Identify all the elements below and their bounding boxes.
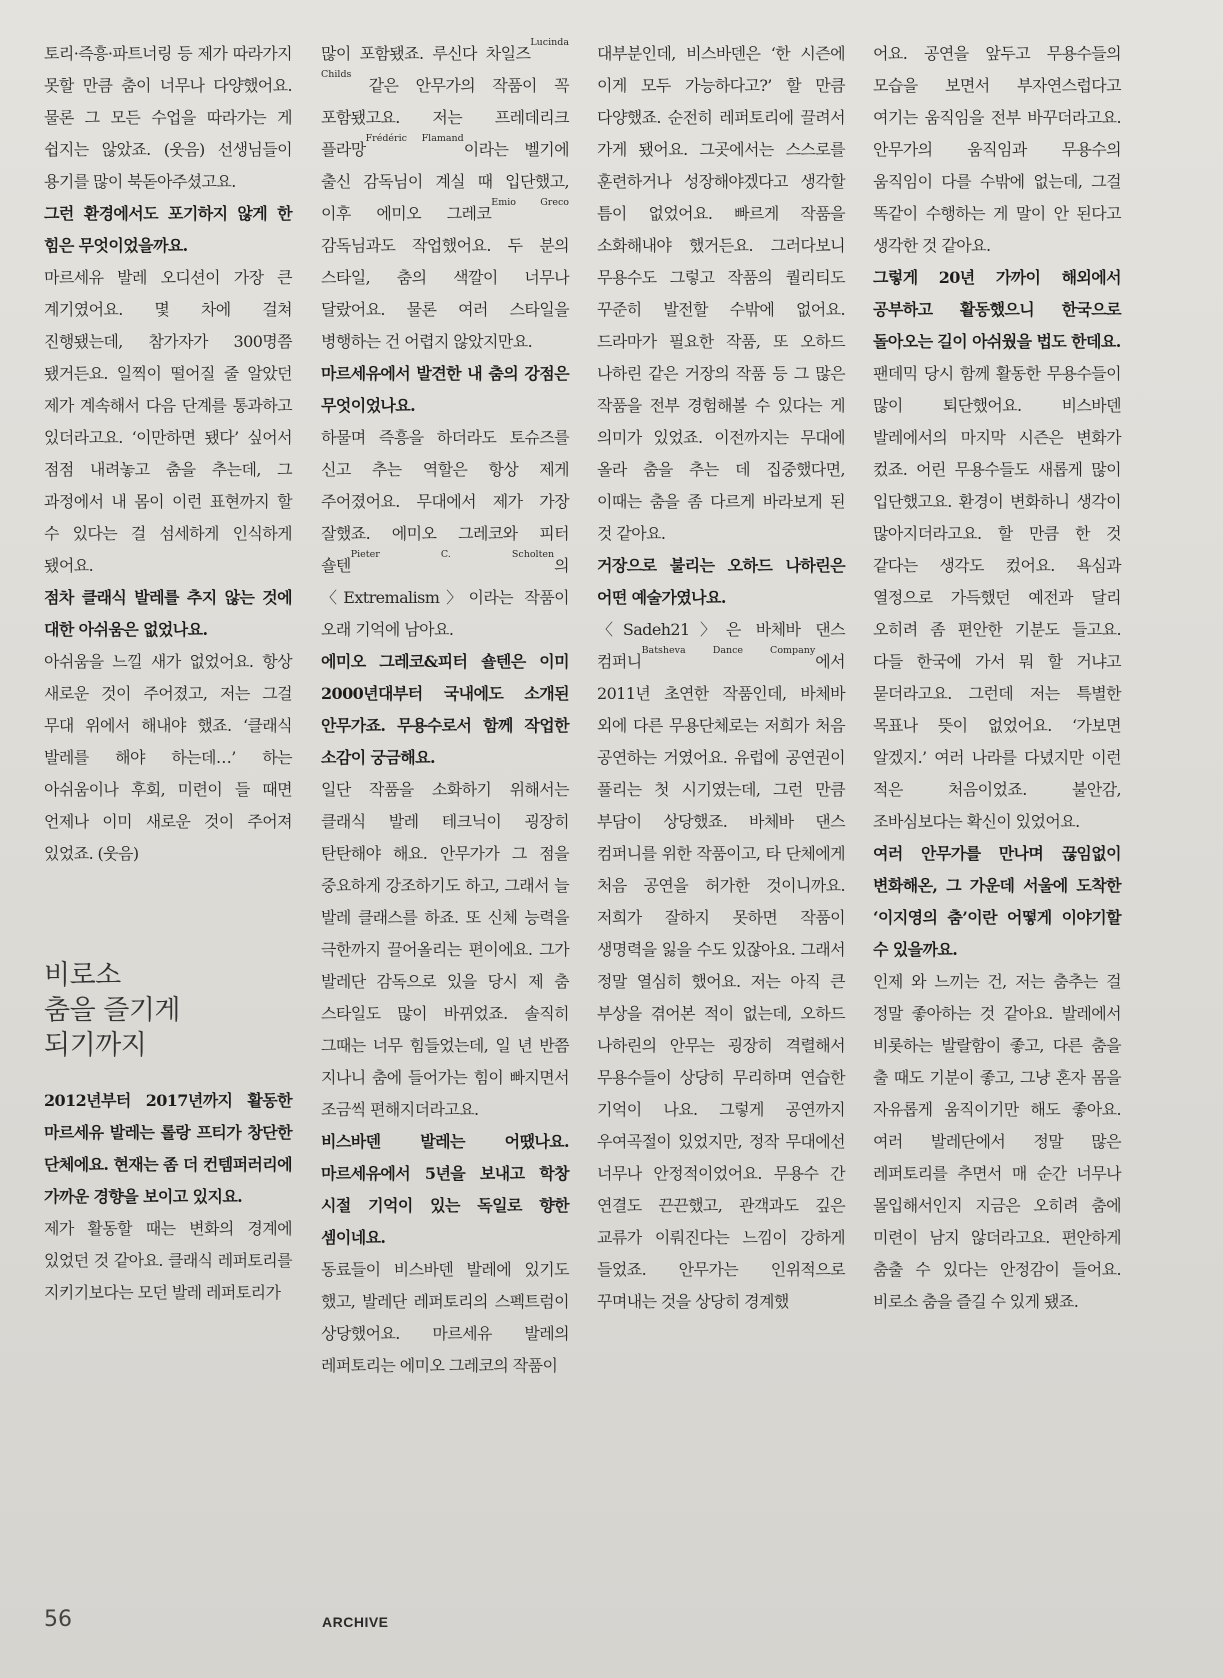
body-paragraph: 일단 작품을 소화하기 위해서는 클래식 발레 테크닉이 굉장히 탄탄해야 해요. 안무가가 그 점을 중요하게 강조하기도 하고, 그래서 늘 발레 클래스를 하죠. 또 신체 능력을 극한까지 끌어올리는 편이에요. 그가 발레단 감독으로 있을 당시 제 춤 스타일도 많이 바뀌었죠. 솔직히 그때는 너무 힘들었는데, 일 년 반쯤 지나니 춤에 들어가는 힘이 빠지면서 조금씩 편해지더라고요. <box>321 780 569 1119</box>
text-run: 많이 포함됐죠. 루신다 차일즈 <box>321 44 531 63</box>
interview-question: 비스바덴 발레는 어땠나요. 마르세유에서 5년을 보내고 학창 시절 기억이 있는 독일로 향한 셈이네요. <box>321 1132 569 1247</box>
article-column-3 <box>597 38 845 1318</box>
text-run: 이라는 벨기에 출신 감독님이 계실 때 입단했고, 이후 에미오 그레코 <box>321 140 569 223</box>
body-paragraph: 어요. 공연을 앞두고 무용수들의 모습을 보면서 부자연스럽다고 여기는 움직임을 전부 바꾸더라고요. 안무가의 움직임과 무용수의 움직임이 다를 수밖에 없는데, 그걸 똑같이 수행하는 게 말이 안 된다고 생각한 것 같아요. <box>873 44 1121 255</box>
name-annotation: Lucinda Childs <box>321 37 569 80</box>
section-label: ARCHIVE <box>322 1614 389 1630</box>
section-title-line: 춤을 즐기게 <box>44 995 180 1026</box>
article-column-4 <box>873 38 1121 1318</box>
body-paragraph <box>321 38 569 358</box>
section-title-line: 되기까지 <box>44 1030 147 1061</box>
body-paragraph: 토리·즉흥·파트너링 등 제가 따라가지 못할 만큼 춤이 너무나 다양했어요. 물론 그 모든 수업을 따라가는 게 쉽지는 않았죠. (웃음) 선생님들이 용기를 많이 북돋아주셨고요. <box>44 44 292 191</box>
text-run: 하물며 즉흥을 하더라도 토슈즈를 신고 추는 역할은 항상 제게 주어졌어요. 무대에서 제가 가장 잘했죠. 에미오 그레코와 피터 숄텐 <box>321 428 569 575</box>
article-column-2 <box>321 38 569 1382</box>
body-paragraph: 동료들이 비스바덴 발레에 있기도 했고, 발레단 레퍼토리의 스펙트럼이 상당했어요. 마르세유 발레의 레퍼토리는 에미오 그레코의 작품이 <box>321 1260 569 1375</box>
body-paragraph: 팬데믹 당시 함께 활동한 무용수들이 많이 퇴단했어요. 비스바덴 발레에서의 마지막 시즌은 변화가 컸죠. 어린 무용수들도 새롭게 많이 입단했고요. 환경이 변화하니 생각이 많아지더라고요. 할 만큼 한 것 같다는 생각도 컸어요. 욕심과 열정으로 가득했던 예전과 달리 오히려 좀 편안한 기분도 들고요. 다들 한국에 가서 뭐 할 거냐고 묻더라고요. 그런데 저는 특별한 목표나 뜻이 없었어요. ‘가보면 알겠지.’ 여러 나라를 다녔지만 이런 적은 처음이었죠. 불안감, 조바심보다는 확신이 있었어요. <box>873 364 1121 831</box>
name-annotation: Emio Greco <box>491 197 569 208</box>
interview-question: 거장으로 불리는 오하드 나하린은 어떤 예술가였나요. <box>597 556 845 607</box>
body-paragraph <box>597 614 845 1318</box>
interview-question: 마르세유에서 발견한 내 춤의 강점은 무엇이었나요. <box>321 364 569 415</box>
body-paragraph: 제가 활동할 때는 변화의 경계에 있었던 것 같아요. 클래식 레퍼토리를 지키기보다는 모던 발레 레퍼토리가 <box>44 1219 292 1302</box>
body-paragraph: 인제 와 느끼는 건, 저는 춤추는 걸 정말 좋아하는 것 같아요. 발레에서 비롯하는 발랄함이 좋고, 다른 춤을 출 때도 기분이 좋고, 그냥 혼자 몸을 자유롭게 움직이기만 해도 좋아요. 여러 발레단에서 정말 많은 레퍼토리를 추면서 매 순간 너무나 몰입해서인지 지금은 오히려 춤에 미련이 남지 않더라고요. 편안하게 춤출 수 있다는 안정감이 들어요. 비로소 춤을 즐길 수 있게 됐죠. <box>873 972 1121 1311</box>
name-annotation: Pieter C. Scholten <box>350 549 555 560</box>
name-annotation: Frédéric Flamand <box>365 133 464 144</box>
interview-question: 그렇게 20년 가까이 해외에서 공부하고 활동했으니 한국으로 돌아오는 길이 아쉬웠을 법도 한데요. <box>873 268 1121 351</box>
text-run: 에서 2011년 초연한 작품인데, 바체바 외에 다른 무용단체로는 저희가 처음 공연하는 거였어요. 유럽에 공연권이 풀리는 첫 시기였는데, 그런 만큼 부담이 상당했죠. 바체바 댄스 컴퍼니를 위한 작품이고, 타 단체에게 처음 공연을 허가한 것이니까요. 저희가 잘하지 못하면 작품이 생명력을 잃을 수도 있잖아요. 그래서 정말 열심히 했어요. 저는 아직 큰 부상을 겪어본 적이 없는데, 오하드 나하린의 안무는 굉장히 격렬해서 무용수들이 상당히 무리하며 연습한 기억이 나요. 그렇게 공연까지 우여곡절이 있었지만, 정작 무대에선 너무나 안정적이었어요. 무용수 간 연결도 끈끈했고, 관객과도 깊은 교류가 이뤄진다는 느낌이 강하게 들었죠. 안무가는 인위적으로 꾸며내는 것을 상당히 경계했 <box>597 652 845 1311</box>
interview-question: 그런 환경에서도 포기하지 않게 한 힘은 무엇이었을까요. <box>44 204 292 255</box>
text-run: 감독님과도 작업했어요. 두 분의 스타일, 춤의 색깔이 너무나 달랐어요. 물론 여러 스타일을 병행하는 건 어렵지 않았지만요. <box>321 236 569 351</box>
interview-question: 2012년부터 2017년까지 활동한 마르세유 발레는 롤랑 프티가 창단한 단체에요. 현재는 좀 더 컨템퍼러리에 가까운 경향을 보이고 있지요. <box>44 1091 292 1206</box>
body-paragraph: 마르세유 발레 오디션이 가장 큰 계기였어요. 몇 차에 걸쳐 진행됐는데, 참가자가 300명쯤 됐거든요. 일찍이 떨어질 줄 알았던 제가 계속해서 다음 단계를 통과하고 있더라고요. ‘이만하면 됐다’ 싶어서 점점 내려놓고 춤을 추는데, 그 과정에서 내 몸이 이런 표현까지 할 수 있다는 걸 섬세하게 인식하게 됐어요. <box>44 268 292 575</box>
section-title <box>44 958 292 1063</box>
body-paragraph: 대부분인데, 비스바덴은 ‘한 시즌에 이게 모두 가능하다고?’ 할 만큼 다양했죠. 순전히 레퍼토리에 끌려서 가게 됐어요. 그곳에서는 스스로를 훈련하거나 성장해야겠다고 생각할 틈이 없었어요. 빠르게 작품을 소화해내야 했거든요. 그러다보니 무용수도 그렇고 작품의 퀄리티도 꾸준히 발전할 수밖에 없어요. 드라마가 필요한 작품, 또 오하드 나하린 같은 거장의 작품 등 그 많은 작품을 전부 경험해볼 수 있다는 게 의미가 있었죠. 이전까지는 무대에 올라 춤을 추는 데 집중했다면, 이때는 춤을 좀 다르게 바라보게 된 것 같아요. <box>597 44 845 543</box>
section-title-line: 비로소 <box>44 960 121 991</box>
text-run: 의 〈Extremalism〉이라는 작품이 오래 기억에 남아요. <box>321 556 569 639</box>
interview-question: 여러 안무가를 만나며 끊임없이 변화해온, 그 가운데 서울에 도착한 ‘이지영의 춤’이란 어떻게 이야기할 수 있을까요. <box>873 844 1121 959</box>
name-annotation: Batsheva Dance Company <box>641 645 816 656</box>
page-number: 56 <box>44 1607 72 1632</box>
text-run: 같은 안무가의 작품이 꼭 포함됐고요. 저는 프레데리크 플라망 <box>321 76 569 159</box>
body-paragraph <box>321 422 569 646</box>
text-run: 〈Sadeh21〉은 바체바 댄스 컴퍼니 <box>597 620 845 671</box>
article-column-1 <box>44 38 292 1309</box>
interview-question: 점차 클래식 발레를 추지 않는 것에 대한 아쉬움은 없었나요. <box>44 588 292 639</box>
body-paragraph: 아쉬움을 느낄 새가 없었어요. 항상 새로운 것이 주어졌고, 저는 그걸 무대 위에서 해내야 했죠. ‘클래식 발레를 해야 하는데…’ 하는 아쉬움이나 후회, 미련이 들 때면 언제나 이미 새로운 것이 주어져 있었죠. (웃음) <box>44 652 292 863</box>
interview-question: 에미오 그레코&피터 숄텐은 이미 2000년대부터 국내에도 소개된 안무가죠. 무용수로서 함께 작업한 소감이 궁금해요. <box>321 652 569 767</box>
